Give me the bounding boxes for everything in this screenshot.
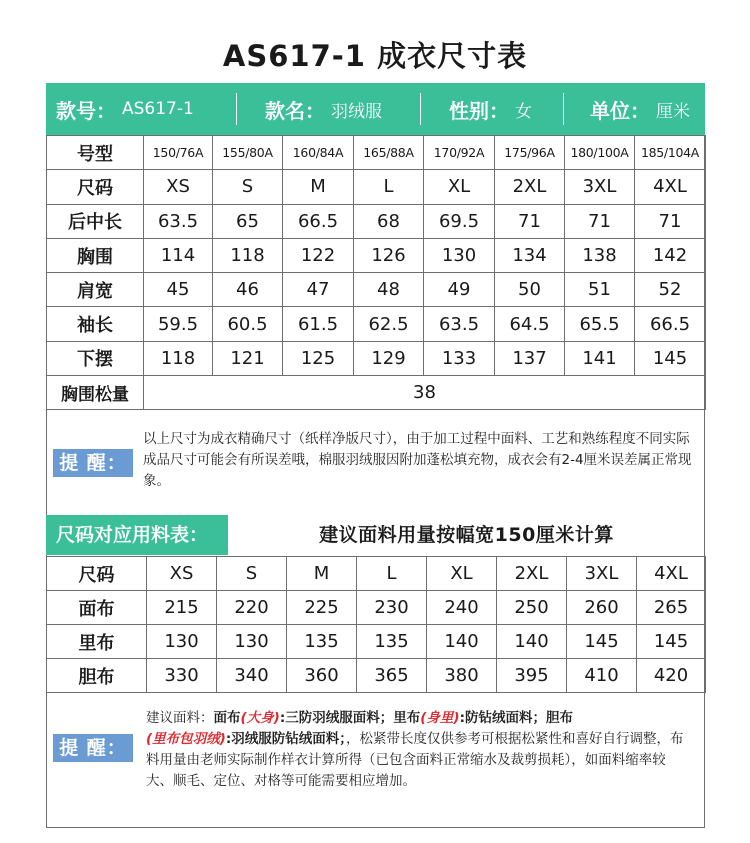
table-row: [47, 170, 706, 204]
table-cell: 65.5: [565, 307, 635, 341]
table-cell: 4XL: [637, 557, 706, 591]
table-cell: 225: [287, 591, 357, 625]
table-cell: 4XL: [635, 170, 706, 204]
reminder-text-part: 建议面料：: [146, 710, 214, 726]
table-cell: 129: [354, 341, 424, 375]
table-cell: 250: [497, 591, 567, 625]
table-cell: 220: [217, 591, 287, 625]
table-cell: 61.5: [283, 307, 354, 341]
table-cell: 50: [495, 273, 565, 307]
table-cell: 2XL: [497, 557, 567, 591]
size-table: [46, 135, 706, 410]
table-cell: 125: [283, 341, 354, 375]
table-cell: 51: [565, 273, 635, 307]
highlight-text: (身里): [420, 710, 460, 726]
reminder-tag: 提 醒：: [53, 734, 133, 762]
table-cell: 420: [637, 659, 706, 693]
table-cell: 165/88A: [354, 136, 424, 170]
reminder-text-part: :防钻绒面料；胆布: [459, 710, 573, 726]
reminder-text-part: 面布: [213, 710, 241, 726]
table-cell: 64.5: [495, 307, 565, 341]
table-cell: 215: [147, 591, 217, 625]
table-row: [47, 238, 706, 272]
table-cell: S: [217, 557, 287, 591]
row-header: 下摆: [47, 341, 144, 375]
reminder-text: 以上尺寸为成衣精确尺寸（纸样净版尺寸），由于加工过程中面料、工艺和熟练程度不同实际成品尺寸可能会有所误差哦，棉服羽绒服因附加蓬松填充物，成衣会有2-4厘米误差属正常现象。: [143, 431, 692, 489]
unit-value: 厘米: [656, 101, 690, 122]
table-cell: L: [357, 557, 427, 591]
row-header: 胆布: [47, 659, 147, 693]
table-cell: 126: [354, 238, 424, 272]
highlight-text: (大身): [240, 710, 280, 726]
table-cell: 360: [287, 659, 357, 693]
table-cell: L: [354, 170, 424, 204]
style-no-cell: [46, 83, 236, 135]
table-cell: 134: [495, 238, 565, 272]
table-cell: 59.5: [144, 307, 213, 341]
table-cell: 71: [565, 204, 635, 238]
table-row: [47, 273, 706, 307]
table-cell: 47: [283, 273, 354, 307]
row-header: 后中长: [47, 204, 144, 238]
table-cell: 145: [637, 625, 706, 659]
table-cell: 130: [424, 238, 495, 272]
table-cell: 145: [567, 625, 637, 659]
table-cell: 150/76A: [144, 136, 213, 170]
table-cell: 380: [427, 659, 497, 693]
table-cell: 63.5: [424, 307, 495, 341]
table-cell: XS: [144, 170, 213, 204]
table-cell: 141: [565, 341, 635, 375]
table-cell: S: [213, 170, 283, 204]
table-cell: 118: [144, 341, 213, 375]
gender-label: 性别：: [449, 98, 509, 123]
table-cell: 230: [357, 591, 427, 625]
table-row: [47, 341, 706, 375]
table-cell: 140: [427, 625, 497, 659]
table-cell: 3XL: [565, 170, 635, 204]
table-cell: 160/84A: [283, 136, 354, 170]
table-cell: 133: [424, 341, 495, 375]
reminder-box-1: [46, 411, 705, 510]
table-cell: 71: [635, 204, 706, 238]
table-cell: 62.5: [354, 307, 424, 341]
unit-cell: [564, 83, 704, 135]
table-cell: 395: [497, 659, 567, 693]
table-cell: 130: [217, 625, 287, 659]
fabric-section-title: 建议面料用量按幅宽150厘米计算: [319, 524, 614, 546]
table-cell: XS: [147, 557, 217, 591]
page-title: AS617-1 成衣尺寸表: [222, 39, 528, 73]
fabric-section-tag: 尺码对应用料表：: [46, 515, 228, 555]
table-row: [47, 204, 706, 238]
table-cell: 65: [213, 204, 283, 238]
table-cell: 2XL: [495, 170, 565, 204]
style-no-label: 款号：: [56, 98, 116, 123]
table-cell: 155/80A: [213, 136, 283, 170]
table-cell: 114: [144, 238, 213, 272]
highlight-text: (里布包羽绒): [146, 731, 226, 747]
style-name-cell: [237, 83, 420, 135]
reminder-tag: 提 醒：: [53, 449, 133, 477]
table-cell: 118: [213, 238, 283, 272]
table-cell: 121: [213, 341, 283, 375]
row-header: 尺码: [47, 170, 144, 204]
header-divider: [420, 93, 421, 125]
gender-value: 女: [515, 101, 532, 122]
table-cell: 365: [357, 659, 427, 693]
table-cell: 122: [283, 238, 354, 272]
table-cell: 265: [637, 591, 706, 625]
table-cell: 175/96A: [495, 136, 565, 170]
row-header: 肩宽: [47, 273, 144, 307]
table-row: [47, 136, 706, 170]
table-cell: 45: [144, 273, 213, 307]
table-cell: 66.5: [635, 307, 706, 341]
row-header: 袖长: [47, 307, 144, 341]
table-row: [47, 591, 706, 625]
header-divider: [236, 93, 237, 125]
fabric-table: [46, 556, 706, 693]
table-cell: 48: [354, 273, 424, 307]
table-cell: 130: [147, 625, 217, 659]
fabric-section-header: [46, 515, 705, 555]
style-no-value: AS617-1: [122, 99, 194, 119]
reminder-text-part: :三防羽绒服面料；里布: [279, 710, 421, 726]
table-cell: 410: [567, 659, 637, 693]
table-cell: 49: [424, 273, 495, 307]
table-cell: 3XL: [567, 557, 637, 591]
table-row: [47, 307, 706, 341]
table-cell: 71: [495, 204, 565, 238]
table-cell: 46: [213, 273, 283, 307]
row-header: 里布: [47, 625, 147, 659]
table-cell: 137: [495, 341, 565, 375]
table-cell: XL: [424, 170, 495, 204]
style-name-value: 羽绒服: [331, 101, 382, 122]
table-cell: 340: [217, 659, 287, 693]
table-cell: 52: [635, 273, 706, 307]
row-header: 面布: [47, 591, 147, 625]
reminder-box-2: [46, 690, 705, 828]
table-cell: 260: [567, 591, 637, 625]
ease-value: 38: [144, 376, 706, 410]
row-header: 号型: [47, 136, 144, 170]
table-cell: 69.5: [424, 204, 495, 238]
table-cell: M: [283, 170, 354, 204]
table-cell: 135: [357, 625, 427, 659]
table-cell: 66.5: [283, 204, 354, 238]
table-row: [47, 659, 706, 693]
row-header: 胸围: [47, 238, 144, 272]
table-row: [47, 625, 706, 659]
reminder-text: [146, 708, 692, 792]
table-cell: 60.5: [213, 307, 283, 341]
ease-row: [47, 376, 706, 410]
table-cell: 170/92A: [424, 136, 495, 170]
gender-cell: [421, 83, 563, 135]
table-cell: 185/104A: [635, 136, 706, 170]
table-cell: 135: [287, 625, 357, 659]
unit-label: 单位：: [590, 98, 650, 123]
reminder-text-part: :羽绒服防钻绒面料；: [225, 731, 346, 747]
table-cell: 330: [147, 659, 217, 693]
table-cell: 138: [565, 238, 635, 272]
table-cell: 145: [635, 341, 706, 375]
table-cell: 240: [427, 591, 497, 625]
header-bar: [46, 83, 705, 135]
table-cell: 140: [497, 625, 567, 659]
table-cell: M: [287, 557, 357, 591]
table-cell: 142: [635, 238, 706, 272]
table-row: [47, 557, 706, 591]
table-cell: 180/100A: [565, 136, 635, 170]
table-cell: XL: [427, 557, 497, 591]
ease-label: 胸围松量: [47, 376, 144, 410]
header-divider: [563, 93, 564, 125]
table-cell: 68: [354, 204, 424, 238]
table-cell: 63.5: [144, 204, 213, 238]
row-header: 尺码: [47, 557, 147, 591]
style-name-label: 款名：: [265, 98, 325, 123]
reminder-text-part: ，松紧带长度仅供参考可根据松紧性和喜好自行调整，布料用量由老师实际制作样衣计算所得（已包含面料正常缩水及裁剪损耗），如面料缩率较大、顺毛、定位、对格等可能需要相应增加。: [146, 731, 684, 789]
